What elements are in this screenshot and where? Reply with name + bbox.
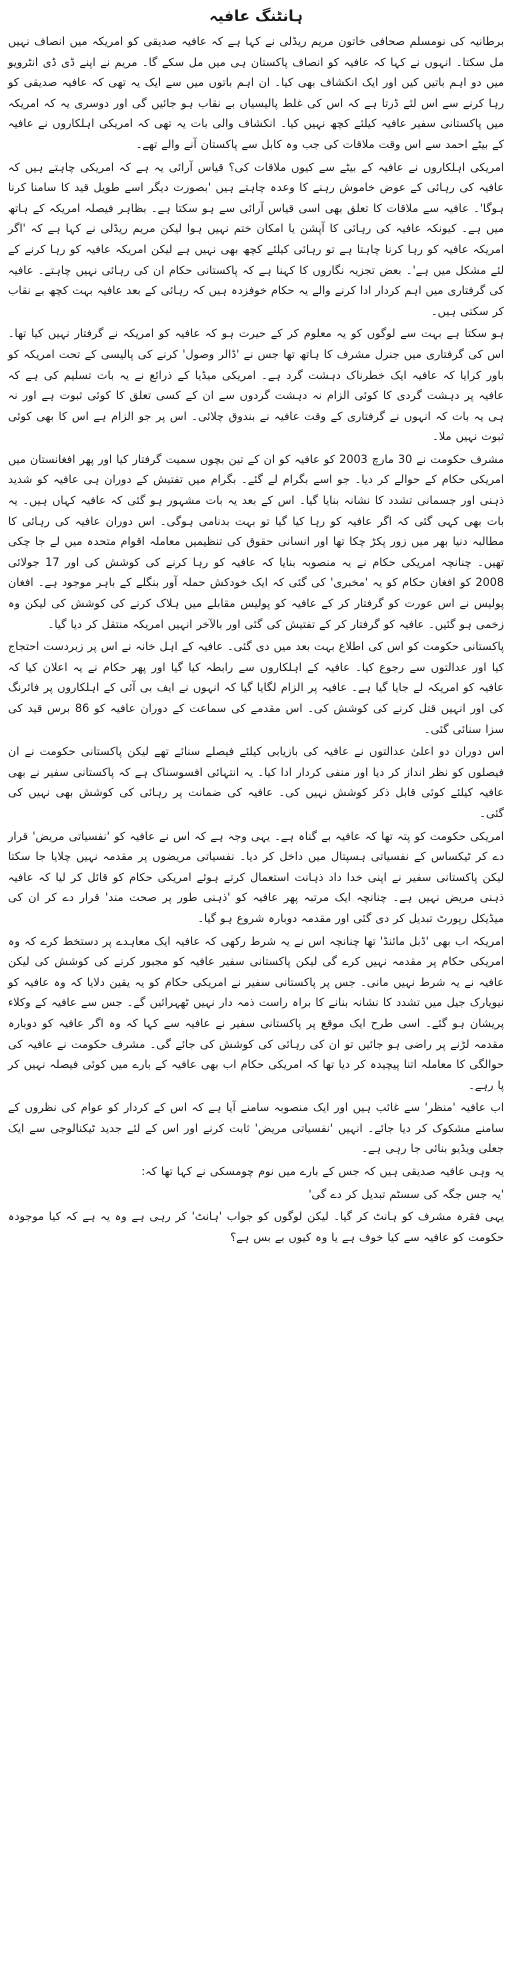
paragraph: ہو سکتا ہے بہت سے لوگوں کو یہ معلوم کر کے حیرت ہو کہ عافیہ کو امریکہ نے گرفتار نہیں کیا تھا۔ اس کی گرفتاری میں جنرل مشرف کا ہاتھ تھا جس نے 'ڈالر وصول' کرنے کی پالیسی کے تحت امریکہ کو باور کرایا کہ عافیہ ایک خطرناک دہشت گرد ہے۔ امریکی میڈیا کے ذرائع نے یہ بات تسلیم کی ہے کہ عافیہ پر دہشت گردی کا کوئی الزام نہ دہشت گردوں سے ان کے کسی تعلق کا کوئی ثبوت ہے اور نہ ہی یہ بات کہ انہوں نے گرفتاری کے وقت عافیہ نے بندوق چلائی۔ اس پر جو الزام ہے اس کا بھی کوئی ثبوت نہیں ملا۔ (8, 327, 504, 444)
paragraph: امریکی حکومت کو پتہ تھا کہ عافیہ بے گناہ ہے۔ یہی وجہ ہے کہ اس نے عافیہ کو 'نفسیاتی مریض' قرار دے کر ٹیکساس کے نفسیاتی ہسپتال میں داخل کر دیا۔ نفسیاتی مریضوں پر مقدمہ نہیں چلایا جا سکتا لیکن پاکستانی سفیر نے اپنی خدا داد ذہانت استعمال کرتے ہوئے امریکی حکام کو قائل کر لیا کہ عافیہ ذہنی مریض نہیں ہے۔ چنانچہ ایک مرتبہ پھر عافیہ کو 'ذہنی طور پر صحت مند' قرار دے کر ان کی میڈیکل رپورٹ تبدیل کر دی گئی اور مقدمہ دوبارہ شروع ہو گیا۔ (8, 829, 504, 925)
paragraph: پاکستانی حکومت کو اس کی اطلاع بہت بعد میں دی گئی۔ عافیہ کے اہل خانہ نے اس پر زبردست احتجاج کیا اور عدالتوں سے رجوع کیا۔ عافیہ کے اہلکاروں سے رابطہ کیا گیا اور پھر حکام نے یہ اعلان کیا کہ عافیہ کو امریکہ لے جایا گیا ہے۔ عافیہ پر الزام لگایا گیا کہ انہوں نے ایف بی آئی کے اہلکاروں پر فائرنگ کی اور انہیں قتل کرنے کی کوشش کی۔ اس مقدمے کی سماعت کے دوران عافیہ کو 86 برس قید کی سزا سنائی گئی۔ (8, 640, 504, 736)
quote-line: 'یہ جس جگہ کی سسٹم تبدیل کر دے گی' (308, 1187, 504, 1201)
paragraph: امریکی اہلکاروں نے عافیہ کے بیٹے سے کیوں ملاقات کی؟ قیاس آرائی یہ ہے کہ امریکی چاہتے ہیں کہ عافیہ کی رہائی کے عوض خاموش رہنے کا وعدہ چاہتے ہیں 'بصورت دیگر اسے طویل قید کا سامنا کرنا ہوگا'۔ عافیہ سے ملاقات کا تعلق بھی اسی قیاس آرائی سے ہو سکتا ہے۔ بظاہر فیصلہ امریکہ کے ہاتھ میں ہے۔ کیونکہ عافیہ کی رہائی کا آپشن یا امکان ختم نہیں ہوا لیکن مریم ریڈلی نے کہا ہے کہ 'اگر امریکہ عافیہ کو رہا کرنا چاہتا ہے تو رہائی کیلئے کچھ بھی نہیں ہے لیکن امریکہ عافیہ کو رہا کرنے کے لئے مشکل میں ہے'۔ بعض تجزیہ نگاروں کا کہنا ہے کہ پاکستانی حکام ان کی رہائی نہیں چاہتے۔ عافیہ کی گرفتاری میں اہم کردار ادا کرنے والے یہ حکام خوفزدہ ہیں کہ رہائی کے بعد عافیہ بہت کچھ بے نقاب کر سکتی ہیں۔ (8, 160, 504, 318)
paragraph: مشرف حکومت نے 30 مارچ 2003 کو عافیہ کو ان کے تین بچوں سمیت گرفتار کیا اور پھر افغانستان میں امریکی حکام کے حوالے کر دیا۔ جو اسے بگرام لے گئے۔ بگرام میں تفتیش کے دوران ہی عافیہ کو شدید ذہنی اور جسمانی تشدد کا نشانہ بنایا گیا۔ اس کے بعد یہ بات مشہور ہو گئی کہ عافیہ کہاں ہیں۔ یہ بات بھی کہی گئی کہ اگر عافیہ کو رہا کیا گیا تو بہت بدنامی ہوگی۔ اس دوران عافیہ کی رہائی کا مطالبہ دنیا بھر میں زور پکڑ چکا تھا اور انسانی حقوق کی تنظیمیں معاملہ اقوام متحدہ میں لے جا چکی تھیں۔ چنانچہ امریکی حکام نے یہ منصوبہ بنایا کہ عافیہ کو رہا کرنے کی کوشش کی اور 17 جولائی 2008 کو افغان حکام کو یہ 'مخبری' کی گئی کہ ایک خودکش حملہ آور بنگلے کے باہر موجود ہے۔ افغان پولیس نے اس عورت کو گرفتار کر کے عافیہ کو پولیس مقابلے میں ہلاک کرنے کی کوشش کی لیکن وہ زخمی ہو گئیں۔ عافیہ کو گرفتار کر کے تفتیش کی گئی اور بالآخر انہیں امریکہ منتقل کر دیا گیا۔ (8, 452, 505, 631)
paragraph: برطانیہ کی نومسلم صحافی خاتون مریم ریڈلی نے کہا ہے کہ عافیہ صدیقی کو امریکہ میں انصاف نہیں مل سکتا۔ انہوں نے کہا کہ عافیہ کو انصاف پاکستان ہی میں مل سکے گا۔ مریم نے اپنے ڈی ڈی انٹرویو میں دو اہم باتیں کیں اور ایک انکشاف بھی کیا۔ ان اہم باتوں میں سے ایک یہ تھی کہ عافیہ صدیقی کو رہا کرنے سے اس لئے ڈرتا ہے کہ اس کی غلط پالیسیاں بے نقاب ہو جائیں گی اور دوسری یہ کہ امریکہ میں پاکستانی سفیر عافیہ کیلئے کچھ نہیں کیا۔ انکشاف والی بات یہ تھی کہ امریکی اہلکاروں نے عافیہ کے بیٹے احمد سے اس وقت ملاقات کی جب وہ کابل سے پاکستان آنے والے تھے۔ (8, 35, 504, 151)
paragraph: امریکہ اب بھی 'ڈبل مائنڈ' تھا چنانچہ اس نے یہ شرط رکھی کہ عافیہ ایک معاہدے پر دستخط کرے کہ وہ امریکی حکام پر مقدمہ نہیں کرے گی لیکن پاکستانی سفیر عافیہ کو مجبور کرنے کی کوشش کی لیکن عافیہ نے یہ شرط نہیں مانی۔ جس پر پاکستانی سفیر نے امریکی حکام کو یہ یقین دلایا کہ وہ عافیہ کو نیویارک جیل میں تشدد کا نشانہ بنانے کا براہ راست ذمہ دار نہیں ٹھہرائیں گے۔ جس سے عافیہ کے وکلاء پریشان ہو گئے۔ اسی طرح ایک موقع پر پاکستانی سفیر نے عافیہ سے کہا کہ وہ اگر عافیہ کو دوبارہ مقدمہ لڑنے پر راضی ہو جائیں تو ان کی رہائی کی کوشش کی جائے گی۔ مشرف حکومت نے عافیہ کی حوالگی کا معاملہ اتنا پیچیدہ کر دیا تھا کہ امریکی حکام اب بھی عافیہ کے بارے میں کوئی فیصلہ نہیں کر پا رہے۔ (8, 934, 504, 1092)
paragraph: یہی فقرہ مشرف کو ہانٹ کر گیا۔ لیکن لوگوں کو جواب 'ہانٹ' کر رہی ہے وہ یہ ہے کہ کیا موجودہ حکومت کو عافیہ سے کیا خوف ہے یا وہ کیوں بے بس ہے؟ (8, 1210, 504, 1244)
paragraph: یہ وہی عافیہ صدیقی ہیں کہ جس کے بارے میں نوم چومسکی نے کہا تھا کہ: (141, 1165, 504, 1179)
paragraph: اب عافیہ 'منظر' سے غائب ہیں اور ایک منصوبہ سامنے آیا ہے کہ اس کے کردار کو عوام کی نظروں کے سامنے مشکوک کر دیا جائے۔ انہیں 'نفسیاتی مریض' ثابت کرنے اور اس کے لئے جدید ٹیکنالوجی سے ایک جعلی ویڈیو بنائی جا رہی ہے۔ (8, 1101, 504, 1156)
paragraph: اس دوران دو اعلیٰ عدالتوں نے عافیہ کی بازیابی کیلئے فیصلے سنائے تھے لیکن پاکستانی حکومت نے ان فیصلوں کو نظر انداز کر دیا اور منفی کردار ادا کیا۔ یہ انتہائی افسوسناک ہے کہ پاکستانی سفیر نے بھی عافیہ کیلئے کوئی قابل ذکر کوشش نہیں کی۔ عافیہ کی ضمانت پر رہائی کی کوشش بھی نہیں کی گئی۔ (8, 745, 504, 820)
article-title: ہانٹنگ عافیہ (209, 7, 303, 25)
article-body (8, 32, 504, 1248)
